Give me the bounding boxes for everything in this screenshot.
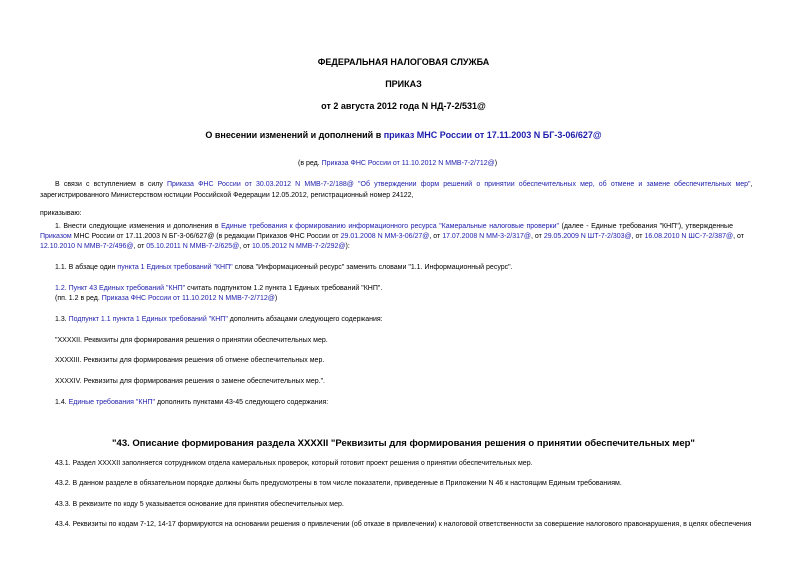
edition-link[interactable]: Приказа ФНС России от 11.10.2012 N ММВ-7-2/712@ xyxy=(321,160,495,167)
quote-line: XXXXIII. Реквизиты для формирования решения об отмене обеспечительных мер. xyxy=(55,357,325,364)
p1-1-text-b: слова "Информационный ресурс" заменить словами "1.1. Информационный ресурс". xyxy=(232,264,513,271)
title-prefix: О внесении изменений и дополнений в xyxy=(205,130,384,140)
p1-text-j: ): xyxy=(345,243,350,250)
p1-link-2010a[interactable]: 16.08.2010 N ШС-7-2/387@ xyxy=(644,233,734,240)
p1-link-2010b[interactable]: 12.10.2010 N ММВ-7-2/496@ xyxy=(40,243,134,250)
list-item: 43.4. Реквизиты по кодам 7-12, 14-17 формируются на основании решения о привлечении (об отказе в привлечении) к налоговой ответственности за совершение налогового правонарушения, в целях обеспечения xyxy=(55,521,752,528)
p1-4-text-a: 1.4. xyxy=(55,399,69,406)
doc-title xyxy=(0,130,807,140)
p1-line-2 xyxy=(40,233,744,240)
p1-link-2009[interactable]: 29.05.2009 N ШТ-7-2/303@ xyxy=(543,233,632,240)
edition-note xyxy=(298,160,497,167)
p1-link-2008a[interactable]: 29.01.2008 N ММ-3-06/27@ xyxy=(340,233,430,240)
p1-link-2011[interactable]: 05.10.2011 N ММВ-7-2/625@ xyxy=(146,243,240,250)
p1-line-1 xyxy=(55,223,733,230)
p1-2-note-b: ) xyxy=(274,295,278,302)
agency-name: ФЕДЕРАЛЬНАЯ НАЛОГОВАЯ СЛУЖБА xyxy=(317,57,490,67)
p1-text-b: (далее - Единые требования "КНП"), утвержденные xyxy=(558,223,733,230)
section-43-heading: "43. Описание формирования раздела XXXXII "Реквизиты для формирования решения о принятии обеспечительных мер" xyxy=(112,438,695,449)
p1-text-f: , от xyxy=(631,233,645,240)
p1-2-note-link[interactable]: Приказа ФНС России от 11.10.2012 N ММВ-7-2/712@ xyxy=(101,295,275,302)
intro-text-b: , xyxy=(750,181,753,188)
doc-date-number: от 2 августа 2012 года N НД-7-2/531@ xyxy=(321,101,486,111)
p1-text-e: , от xyxy=(531,233,544,240)
p1-2-link[interactable]: 1.2. Пункт 43 Единых требований "КНП" xyxy=(55,285,186,292)
p1-2-note-a: (пп. 1.2 в ред. xyxy=(55,295,102,302)
p1-2-text: считать подпунктом 1.2 пункта 1 Единых требований "КНП". xyxy=(185,285,383,292)
p1-link-2008b[interactable]: 17.07.2008 N ММ-3-2/317@ xyxy=(442,233,532,240)
p1-3-text-a: 1.3. xyxy=(55,316,69,323)
p1-4 xyxy=(55,399,328,406)
p1-line-3 xyxy=(40,243,350,250)
list-item: 43.3. В реквизите по коду 5 указывается основание для принятия обеспечительных мер. xyxy=(55,501,344,508)
doc-type: ПРИКАЗ xyxy=(385,79,422,89)
p1-2 xyxy=(55,285,382,292)
intro-link[interactable]: Приказа ФНС России от 30.03.2012 N ММВ-7-2/188@ "Об утверждении форм решений о принятии обеспечительных мер, об отмене и замене обеспечительных мер" xyxy=(166,181,751,188)
p1-4-text-b: дополнить пунктами 43-45 следующего содержания: xyxy=(155,399,329,406)
quote-line: XXXXIV. Реквизиты для формирования решения о замене обеспечительных мер.". xyxy=(55,378,326,385)
intro-text-a: В связи с вступлением в силу xyxy=(55,181,167,188)
quote-line: "XXXXII. Реквизиты для формирования решения о принятии обеспечительных мер. xyxy=(55,337,328,344)
p1-2-note xyxy=(55,295,277,302)
p1-link-requirements[interactable]: Единые требования к формированию информационного ресурса "Камеральные налоговые проверки" xyxy=(221,223,559,230)
p1-text-g: , от xyxy=(733,233,744,240)
p1-text-a: 1. Внести следующие изменения и дополнения в xyxy=(55,223,222,230)
p1-link-order[interactable]: Приказом xyxy=(40,233,72,240)
p1-4-link[interactable]: Единые требования "КНП" xyxy=(68,399,156,406)
p1-text-i: , от xyxy=(239,243,253,250)
edition-open: (в ред. xyxy=(298,160,322,167)
p1-text-c: МНС России от 17.11.2003 N БГ-3-06/627@ (в редакции Приказов ФНС России от xyxy=(71,233,341,240)
p1-link-2012[interactable]: 10.05.2012 N ММВ-7-2/292@ xyxy=(252,243,346,250)
p1-3-text-b: дополнить абзацами следующего содержания: xyxy=(227,316,383,323)
p1-3 xyxy=(55,316,383,323)
edition-close: ) xyxy=(494,160,498,167)
p1-text-d: , от xyxy=(429,233,443,240)
p1-3-link[interactable]: Подпункт 1.1 пункта 1 Единых требований "КНП" xyxy=(68,316,228,323)
p1-1-text-a: 1.1. В абзаце один xyxy=(55,264,118,271)
intro-line-1 xyxy=(55,181,752,188)
p1-1 xyxy=(55,264,513,271)
intro-line-2: зарегистрированного Министерством юстиции Российской Федерации 12.05.2012, регистрационный номер 24122, xyxy=(40,192,414,199)
title-link[interactable]: приказ МНС России от 17.11.2003 N БГ-3-06/627@ xyxy=(383,130,602,140)
p1-1-link[interactable]: пункта 1 Единых требований "КНП" xyxy=(117,264,233,271)
p1-text-h: , от xyxy=(133,243,147,250)
list-item: 43.2. В данном разделе в обязательном порядке должны быть предусмотрены в том числе показатели, приведенные в Приложении N 46 к настоящим Единым требованиям. xyxy=(55,480,622,487)
list-item: 43.1. Раздел XXXXII заполняется сотрудником отдела камеральных проверок, который готовит проект решения о принятии обеспечительных мер. xyxy=(55,460,533,467)
order-word: приказываю: xyxy=(40,210,82,217)
